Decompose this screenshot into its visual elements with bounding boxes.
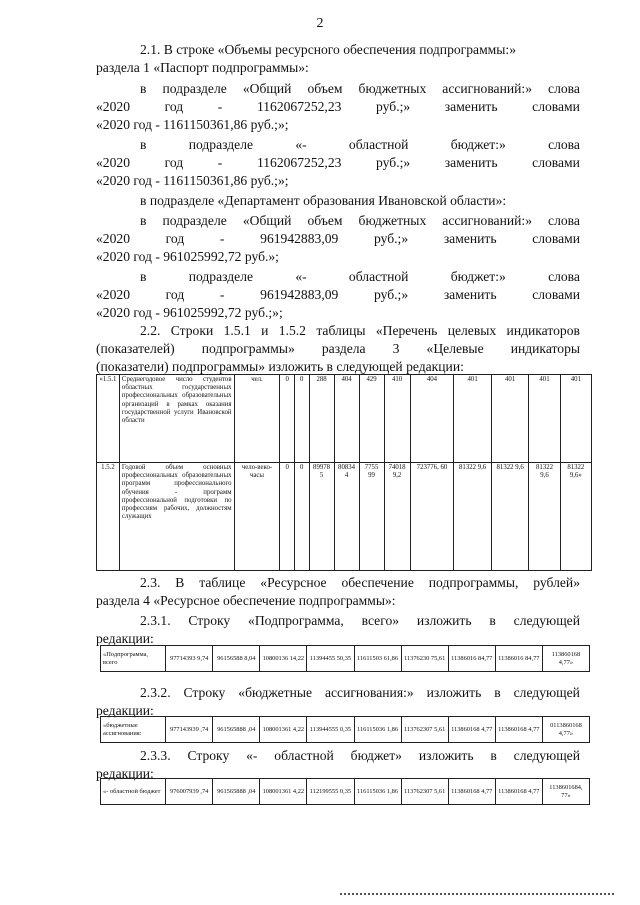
- resource-value: 11386016 84,77: [495, 646, 542, 672]
- indicator-unit: чело-веко-часы: [234, 463, 280, 571]
- indicator-value: 401: [491, 375, 529, 463]
- word: бюджет:»: [450, 269, 506, 284]
- indicator-row: [97, 375, 592, 463]
- word: слова: [548, 269, 580, 284]
- resource-value: 976007939 ,74: [166, 779, 213, 805]
- word: в: [140, 137, 147, 152]
- word: таблице: [199, 575, 246, 590]
- indicators-table-body: [97, 375, 592, 571]
- word: подпрограммы»: [201, 341, 295, 356]
- indicator-value: 81322 9,6: [491, 463, 529, 571]
- paragraph-general-volume-2: [140, 212, 580, 230]
- paragraph-2-3-line1: [140, 574, 580, 592]
- resource-value: 961565888 ,04: [213, 779, 260, 805]
- word: словами: [532, 99, 580, 114]
- word: бюджет»: [350, 748, 402, 763]
- resource-value: 961565888 ,04: [213, 717, 260, 743]
- word: «2020: [96, 231, 130, 246]
- word: в: [140, 269, 147, 284]
- word: изложить: [418, 748, 474, 763]
- word: подпрограммы,: [428, 575, 519, 590]
- indicator-value: 74018 9,2: [384, 463, 410, 571]
- word: руб.;»: [376, 155, 411, 170]
- resource-value: 11394455 50,35: [307, 646, 354, 672]
- word: 2.3.3.: [140, 748, 171, 763]
- paragraph-2-3-1-line1: [140, 612, 580, 630]
- word: «Общий: [242, 81, 292, 96]
- resource-value: 113860168 4,77: [495, 717, 542, 743]
- paragraph-2-1-line1: 2.1. В строке «Объемы ресурсного обеспечения подпрограммы:»: [140, 42, 516, 57]
- resource-value: 112199555 0,35: [307, 779, 354, 805]
- word: -: [219, 231, 225, 246]
- word: в: [494, 685, 501, 700]
- word: изложить: [416, 613, 472, 628]
- paragraph-2-3-1-line2: редакции:: [96, 631, 154, 646]
- word: бюджетных: [358, 81, 427, 96]
- indicator-name: Среднегодовое число студентов областных государственных профессиональных образовательных организаций в рамках оказания государственной услуги Ивановской области: [119, 375, 234, 463]
- word: индикаторов: [506, 323, 580, 338]
- word: обеспечение: [341, 575, 414, 590]
- word: -: [219, 287, 225, 302]
- indicator-value: 401: [560, 375, 591, 463]
- indicator-number: 1.5.2: [97, 463, 120, 571]
- word: 961942883,09: [260, 231, 339, 246]
- indicator-value: 288: [309, 375, 334, 463]
- indicator-number: «1.5.1: [97, 375, 120, 463]
- word: в: [140, 213, 147, 228]
- word: 3: [392, 341, 400, 356]
- word: (показателей): [96, 341, 175, 356]
- word: областной: [348, 269, 409, 284]
- resource-value: 1138601684, 77»: [542, 779, 589, 805]
- word: «-: [295, 269, 307, 284]
- word: в: [490, 748, 497, 763]
- word: «2020: [96, 99, 130, 114]
- word: и: [261, 323, 269, 338]
- word: 2.3.2.: [140, 685, 171, 700]
- resource-value: 108001361 4,22: [260, 779, 307, 805]
- resource-value: 113762307 5,61: [401, 779, 448, 805]
- paragraph-regional-budget-2-new: «2020 год - 961025992,72 руб.;»;: [96, 305, 283, 320]
- word: слова: [548, 81, 580, 96]
- paragraph-department: в подразделе «Департамент образования Ивановской области»:: [140, 193, 507, 208]
- word: в: [140, 81, 147, 96]
- word: «Подпрограмма,: [248, 613, 344, 628]
- word: Строки: [170, 323, 214, 338]
- indicator-unit: чел.: [234, 375, 280, 463]
- paragraph-2-2-line3: (показатели) подпрограммы» изложить в следующей редакции:: [96, 359, 464, 374]
- word: в: [489, 613, 496, 628]
- indicator-row: [97, 463, 592, 571]
- word: заменить: [444, 99, 498, 114]
- indicator-name: Годовой объем основных профессиональных образовательных программ профессионального обучения - программ профессиональной подготовки по профессиям рабочих, должностям служащих: [119, 463, 234, 571]
- word: год: [165, 231, 185, 246]
- resource-row: [101, 646, 590, 672]
- paragraph-2-3-line2: раздела 4 «Ресурсное обеспечение подпрограммы»:: [96, 593, 396, 608]
- paragraph-2-3-3-line2: редакции:: [96, 766, 154, 781]
- word: заменить: [443, 231, 497, 246]
- word: словами: [532, 287, 580, 302]
- indicator-value: 723776, 60: [410, 463, 454, 571]
- indicator-value: 81322 9,6: [529, 463, 560, 571]
- resource-value: 113860168 4,77»: [542, 646, 589, 672]
- resource-value: 108001361 4,22: [260, 717, 307, 743]
- word: следующей: [513, 613, 580, 628]
- paragraph-2-2-line2: [96, 340, 580, 358]
- resource-row-label: «бюджетные ассигнования:: [101, 717, 166, 743]
- indicator-value: 404: [334, 375, 359, 463]
- paragraph-2-2-line1: [140, 322, 580, 340]
- paragraph-regional-budget-2: [140, 268, 580, 286]
- indicator-value: 7755 99: [359, 463, 384, 571]
- word: 1.5.1: [223, 323, 251, 338]
- paragraph-regional-budget-1-new: «2020 год - 1161150361,86 руб.;»;: [96, 173, 289, 188]
- word: 2.3.: [140, 575, 161, 590]
- indicator-value: 401: [529, 375, 560, 463]
- paragraph-general-volume-1-old: [96, 98, 580, 116]
- word: 1162067252,23: [256, 99, 342, 114]
- resource-value: 11376230 75,61: [401, 646, 448, 672]
- word: заменить: [443, 287, 497, 302]
- resource-value: 113762307 5,61: [401, 717, 448, 743]
- word: руб.;»: [376, 99, 411, 114]
- resource-value: 11611503 61,86: [354, 646, 401, 672]
- word: «Целевые: [426, 341, 484, 356]
- resource-row-label: «Подпрограмма, всего: [101, 646, 166, 672]
- word: Строку: [183, 685, 226, 700]
- resource-table: [100, 716, 590, 743]
- word: 1.5.2: [278, 323, 306, 338]
- word: 2.2.: [140, 323, 161, 338]
- resource-value: 0113860168 4,77»: [542, 717, 589, 743]
- resource-value: 11386016 84,77: [448, 646, 495, 672]
- word: «Ресурсное: [260, 575, 327, 590]
- resource-table: [100, 645, 590, 672]
- word: рублей»: [533, 575, 580, 590]
- resource-value: 96156588 8,04: [213, 646, 260, 672]
- paragraph-general-volume-2-old: [96, 230, 580, 248]
- indicator-value: 0: [294, 375, 309, 463]
- word: год: [165, 287, 185, 302]
- word: -: [217, 99, 223, 114]
- resource-table: [100, 778, 590, 805]
- paragraph-2-3-3-line1: [140, 747, 580, 765]
- paragraph-general-volume-1-new: «2020 год - 1161150361,86 руб.;»;: [96, 117, 289, 132]
- indicator-value: 401: [454, 375, 492, 463]
- indicator-value: 429: [359, 375, 384, 463]
- word: ассигнований:»: [442, 81, 532, 96]
- word: подразделе: [162, 213, 227, 228]
- word: ассигнования:»: [324, 685, 414, 700]
- word: изложить: [426, 685, 482, 700]
- word: -: [217, 155, 223, 170]
- word: следующей: [513, 685, 580, 700]
- word: подразделе: [162, 81, 227, 96]
- word: целевых: [447, 323, 497, 338]
- indicator-value: 89978 5: [309, 463, 334, 571]
- word: следующей: [513, 748, 580, 763]
- word: «2020: [96, 287, 130, 302]
- paragraph-regional-budget-2-old: [96, 286, 580, 304]
- resource-value: 113944555 0,35: [307, 717, 354, 743]
- word: руб.;»: [374, 231, 409, 246]
- word: «-: [246, 748, 258, 763]
- word: 961942883,09: [260, 287, 339, 302]
- paragraph-regional-budget-1-old: [96, 154, 580, 172]
- indicator-value: 81322 9,6: [454, 463, 492, 571]
- resource-value: 116115036 1,86: [354, 779, 401, 805]
- word: объем: [307, 81, 343, 96]
- resource-row-label: «- областной бюджет: [101, 779, 166, 805]
- word: руб.;»: [374, 287, 409, 302]
- word: слова: [548, 137, 580, 152]
- indicator-value: 80834 4: [334, 463, 359, 571]
- paragraph-2-3-2-line1: [140, 684, 580, 702]
- word: индикаторы: [510, 341, 580, 356]
- word: В: [175, 575, 185, 590]
- resource-value: 10800136 14,22: [260, 646, 307, 672]
- word: год: [164, 155, 184, 170]
- indicator-value: 81322 9,6»: [560, 463, 591, 571]
- resource-value: 113860168 4,77: [495, 779, 542, 805]
- indicator-value: 0: [280, 463, 295, 571]
- word: «бюджетные: [238, 685, 313, 700]
- resource-value: 113860168 4,77: [448, 717, 495, 743]
- resource-value: 977143939 ,74: [166, 717, 213, 743]
- indicators-table: [96, 374, 592, 571]
- word: словами: [532, 231, 580, 246]
- resource-value: 97714393 9,74: [166, 646, 213, 672]
- paragraph-general-volume-1: [140, 80, 580, 98]
- indicator-value: 0: [280, 375, 295, 463]
- page-number: 2: [316, 16, 324, 31]
- word: Строку: [188, 613, 231, 628]
- resource-value: 116115036 1,86: [354, 717, 401, 743]
- word: таблицы: [316, 323, 366, 338]
- indicator-value: 404: [410, 375, 454, 463]
- word: Строку: [187, 748, 230, 763]
- word: «Общий: [242, 213, 292, 228]
- word: всего»: [361, 613, 400, 628]
- paragraph-regional-budget-1: [140, 136, 580, 154]
- word: заменить: [444, 155, 498, 170]
- word: бюджет:»: [450, 137, 506, 152]
- resource-row: [101, 717, 590, 743]
- word: «-: [295, 137, 307, 152]
- word: год: [164, 99, 184, 114]
- word: 1162067252,23: [256, 155, 342, 170]
- word: раздела: [321, 341, 366, 356]
- word: областной: [274, 748, 334, 763]
- paragraph-2-1-line2: раздела 1 «Паспорт подпрограммы»:: [96, 60, 309, 75]
- word: подразделе: [188, 269, 254, 284]
- word: областной: [348, 137, 409, 152]
- paragraph-2-3-2-line2: редакции:: [96, 703, 154, 718]
- footer-rule: [340, 893, 614, 895]
- resource-row: [101, 779, 590, 805]
- word: «2020: [96, 155, 130, 170]
- indicator-value: 0: [294, 463, 309, 571]
- word: подразделе: [188, 137, 254, 152]
- word: бюджетных: [358, 213, 427, 228]
- word: «Перечень: [375, 323, 438, 338]
- resource-value: 113860168 4,77: [448, 779, 495, 805]
- word: 2.3.1.: [140, 613, 171, 628]
- word: объем: [307, 213, 343, 228]
- paragraph-general-volume-2-new: «2020 год - 961025992,72 руб.»;: [96, 249, 279, 264]
- word: ассигнований:»: [442, 213, 532, 228]
- word: словами: [532, 155, 580, 170]
- indicator-value: 410: [384, 375, 410, 463]
- word: слова: [548, 213, 580, 228]
